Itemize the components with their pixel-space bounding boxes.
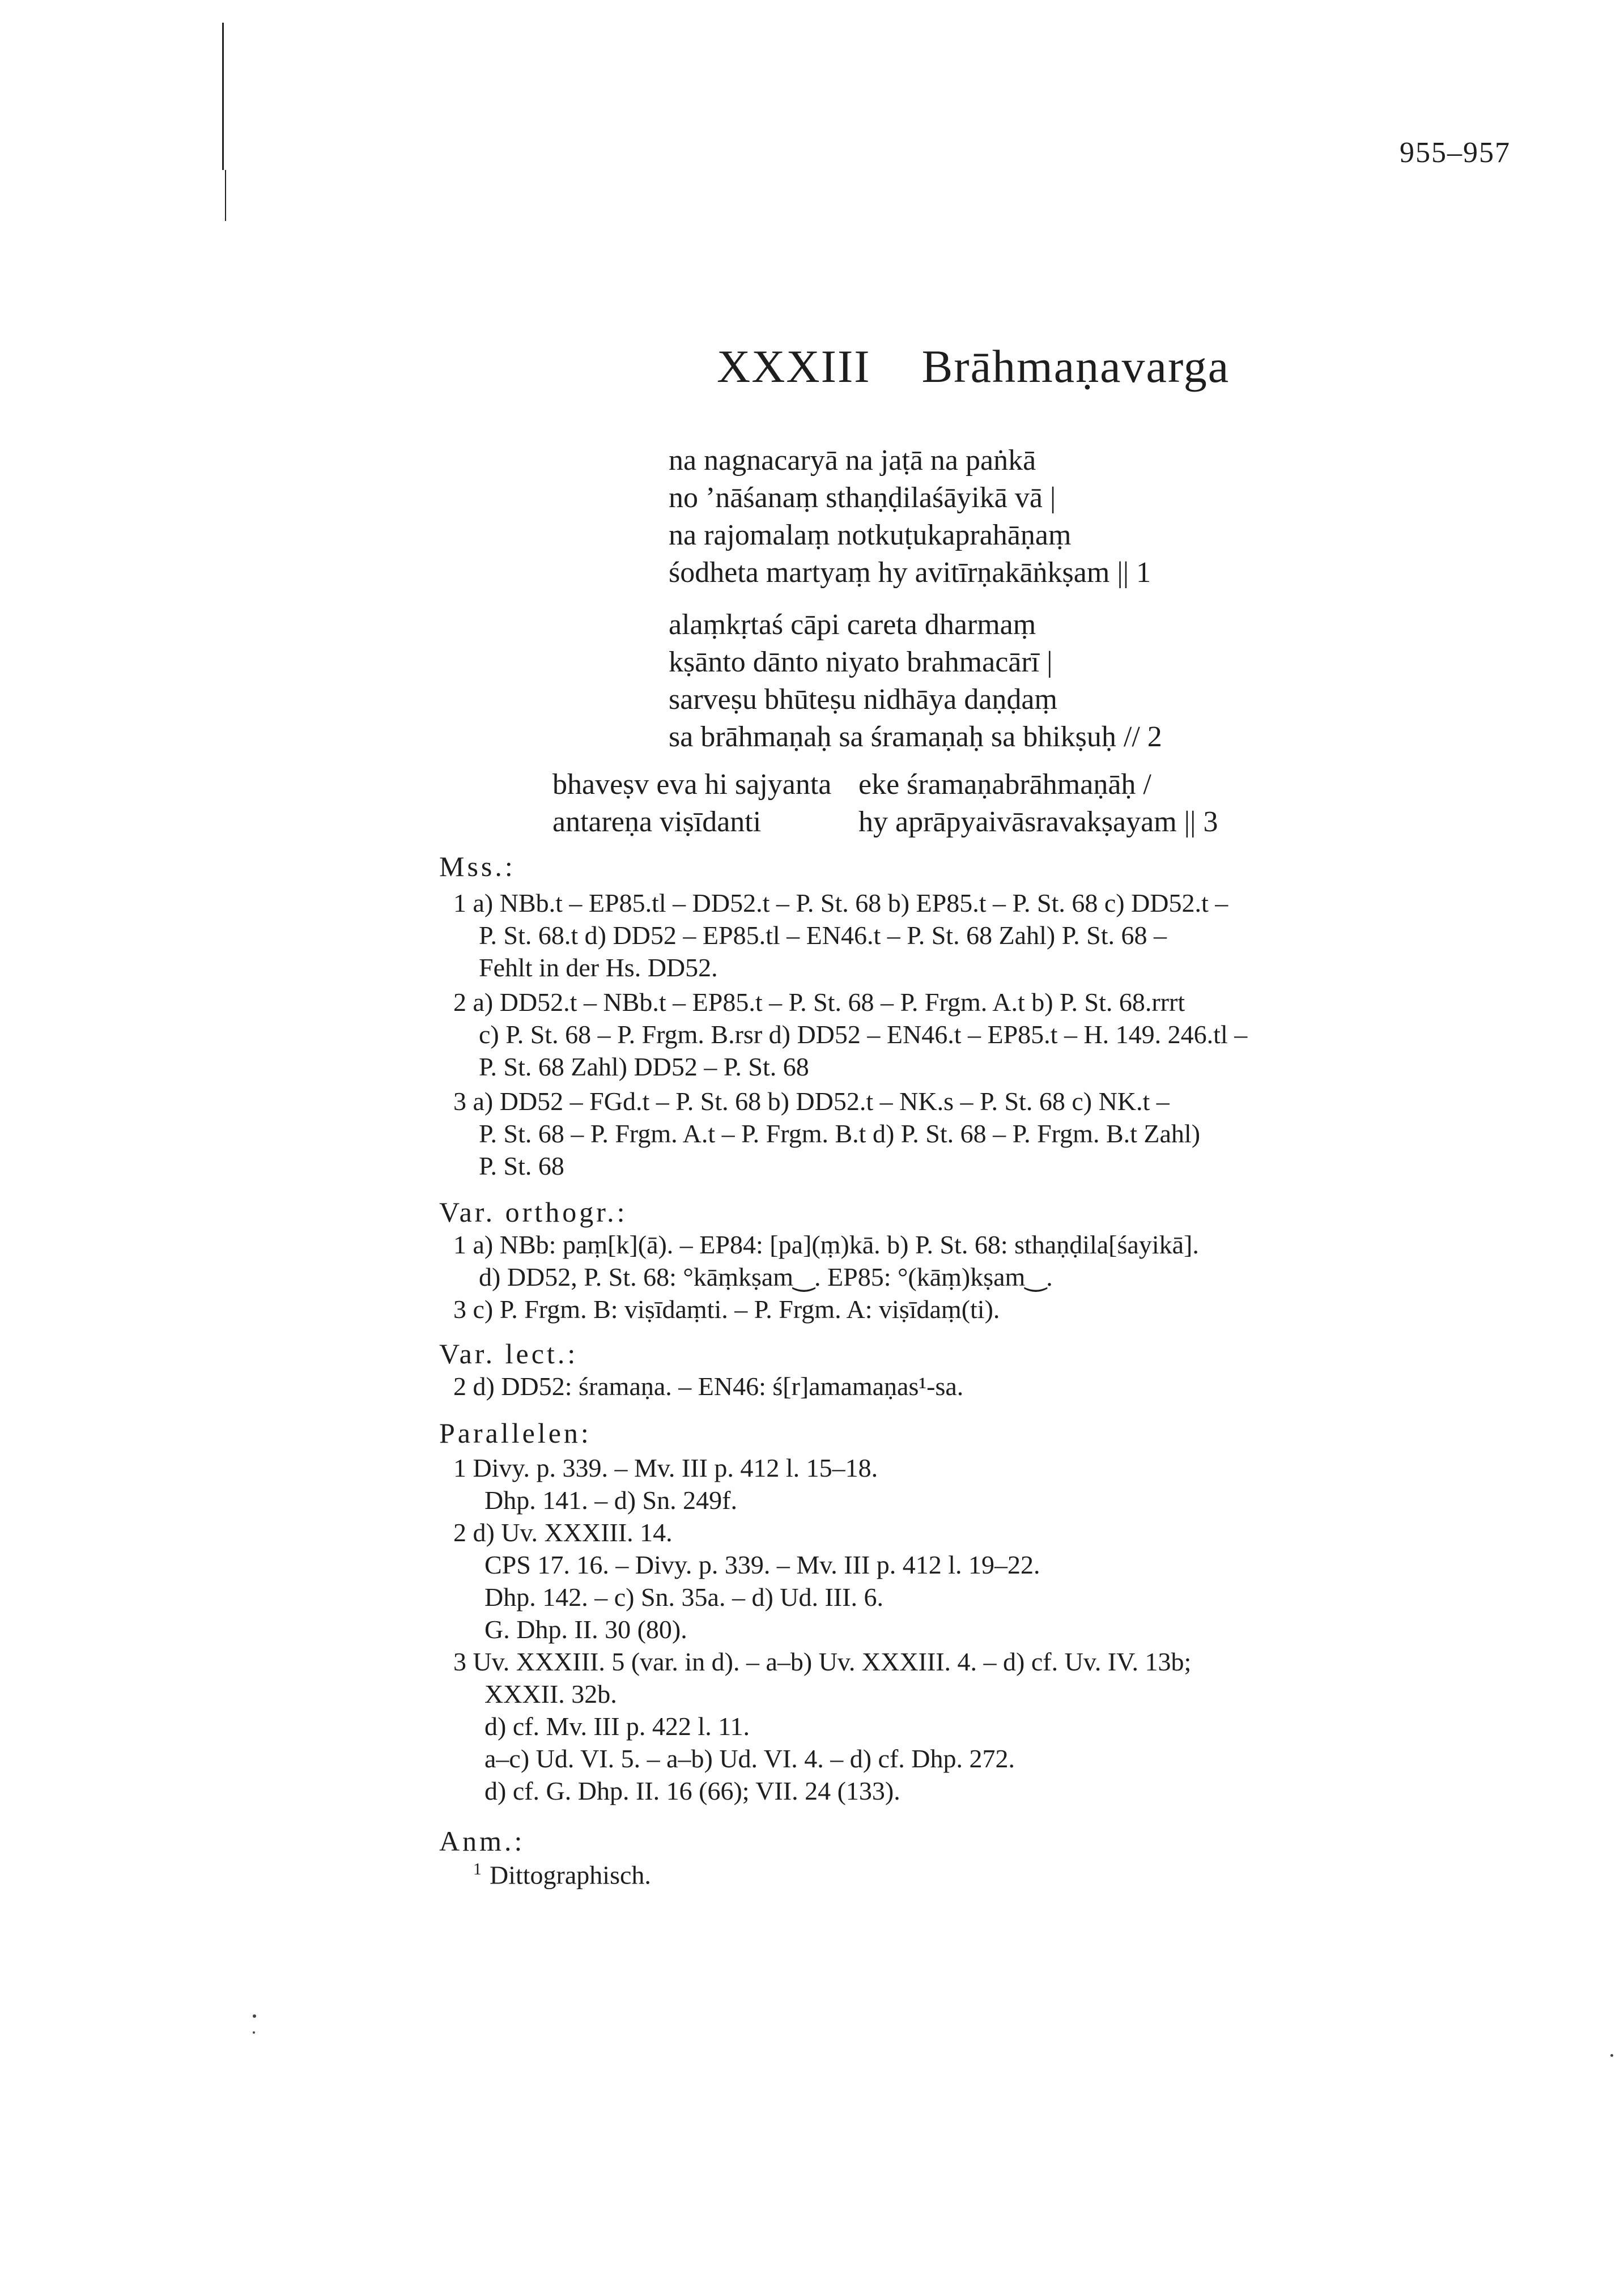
note-line: d) cf. Mv. III p. 422 l. 11. — [484, 1712, 750, 1741]
note-line: XXXII. 32b. — [484, 1680, 617, 1708]
footnote-text: Dittographisch. — [490, 1860, 651, 1890]
note-line: 3 c) P. Frgm. B: viṣīdaṃti. – P. Frgm. A: viṣīdaṃ(ti). — [453, 1295, 1000, 1324]
note-line: 1 Divy. p. 339. – Mv. III p. 412 l. 15–18. — [453, 1453, 878, 1482]
section-heading: Mss.: — [439, 851, 516, 882]
note-line: P. St. 68 Zahl) DD52 – P. St. 68 — [479, 1052, 809, 1081]
note-line: P. St. 68.t d) DD52 – EP85.tl – EN46.t – P. St. 68 Zahl) P. St. 68 – — [479, 921, 1167, 950]
verse-line: kṣānto dānto niyato brahmacārī | — [669, 646, 1053, 678]
note-line: Dhp. 142. – c) Sn. 35a. – d) Ud. III. 6. — [484, 1583, 883, 1612]
note-line: CPS 17. 16. – Divy. p. 339. – Mv. III p. 412 l. 19–22. — [484, 1550, 1040, 1579]
verse-line: alaṃkṛtaś cāpi careta dharmaṃ — [669, 609, 1036, 641]
note-line: d) DD52, P. St. 68: °kāṃkṣam‿. EP85: °(kāṃ)kṣam‿. — [479, 1262, 1053, 1291]
note-line: 2 d) DD52: śramaṇa. – EN46: ś[r]amamaṇas¹-sa. — [453, 1372, 964, 1401]
note-line: P. St. 68 – P. Frgm. A.t – P. Frgm. B.t d) P. St. 68 – P. Frgm. B.t Zahl) — [479, 1119, 1201, 1148]
verse-line: na rajomalaṃ notkuṭukaprahāṇaṃ — [669, 519, 1072, 551]
verse-line-a: antareṇa viṣīdanti — [552, 806, 762, 838]
section-heading: Parallelen: — [439, 1417, 592, 1449]
note-line: 1 a) NBb: paṃ[k](ā). – EP84: [pa](ṃ)kā. b) P. St. 68: sthaṇḍila[śayikā]. — [453, 1230, 1199, 1259]
note-line: 1 a) NBb.t – EP85.tl – DD52.t – P. St. 68 b) EP85.t – P. St. 68 c) DD52.t – — [453, 888, 1228, 917]
chapter-title — [717, 340, 1230, 393]
verse-line: śodheta martyaṃ hy avitīrṇakāṅkṣam || 1 — [669, 556, 1151, 589]
note-line: d) cf. G. Dhp. II. 16 (66); VII. 24 (133). — [484, 1776, 900, 1805]
note-line: Fehlt in der Hs. DD52. — [479, 953, 718, 982]
section-heading: Anm.: — [439, 1825, 525, 1857]
note-line: P. St. 68 — [479, 1151, 564, 1180]
note-line: 3 a) DD52 – FGd.t – P. St. 68 b) DD52.t – NK.s – P. St. 68 c) NK.t – — [453, 1087, 1170, 1116]
section-heading: Var. orthogr.: — [439, 1196, 628, 1228]
footnote — [473, 1860, 651, 1890]
verse-line: sarveṣu bhūteṣu nidhāya daṇḍaṃ — [669, 683, 1057, 716]
verse-line-a: bhaveṣv eva hi sajyanta — [552, 768, 832, 801]
scan-margin-line — [225, 170, 226, 221]
chapter-number: XXXIII — [717, 341, 871, 392]
footnote-marker: 1 — [473, 1860, 482, 1878]
verse-line-b: hy aprāpyaivāsravakṣayam || 3 — [858, 806, 1218, 838]
scan-speck — [253, 2031, 255, 2034]
note-line: 2 a) DD52.t – NBb.t – EP85.t – P. St. 68 – P. Frgm. A.t b) P. St. 68.rrrt — [453, 988, 1185, 1017]
verse-line: sa brāhmaṇaḥ sa śramaṇaḥ sa bhikṣuḥ // 2 — [669, 721, 1162, 753]
section-heading: Var. lect.: — [439, 1338, 579, 1370]
scan-margin-line — [222, 23, 224, 170]
note-line: c) P. St. 68 – P. Frgm. B.rsr d) DD52 – EN46.t – EP85.t – H. 149. 246.tl – — [479, 1020, 1248, 1049]
verse-line: no ’nāśanaṃ sthaṇḍilaśāyikā vā | — [669, 482, 1056, 514]
note-line: a–c) Ud. VI. 5. – a–b) Ud. VI. 4. – d) cf. Dhp. 272. — [484, 1744, 1015, 1773]
note-line: 2 d) Uv. XXXIII. 14. — [453, 1518, 673, 1547]
chapter-name: Brāhmaṇavarga — [921, 341, 1230, 392]
scan-speck — [1610, 2054, 1613, 2057]
verse-line-b: eke śramaṇabrāhmaṇāḥ / — [858, 768, 1151, 801]
note-line: Dhp. 141. – d) Sn. 249f. — [484, 1486, 737, 1515]
page-number: 955–957 — [1400, 137, 1511, 169]
verse-line: na nagnacaryā na jaṭā na paṅkā — [669, 444, 1036, 477]
scan-speck — [253, 2014, 256, 2018]
note-line: 3 Uv. XXXIII. 5 (var. in d). – a–b) Uv. XXXIII. 4. – d) cf. Uv. IV. 13b; — [453, 1647, 1192, 1676]
note-line: G. Dhp. II. 30 (80). — [484, 1615, 687, 1644]
